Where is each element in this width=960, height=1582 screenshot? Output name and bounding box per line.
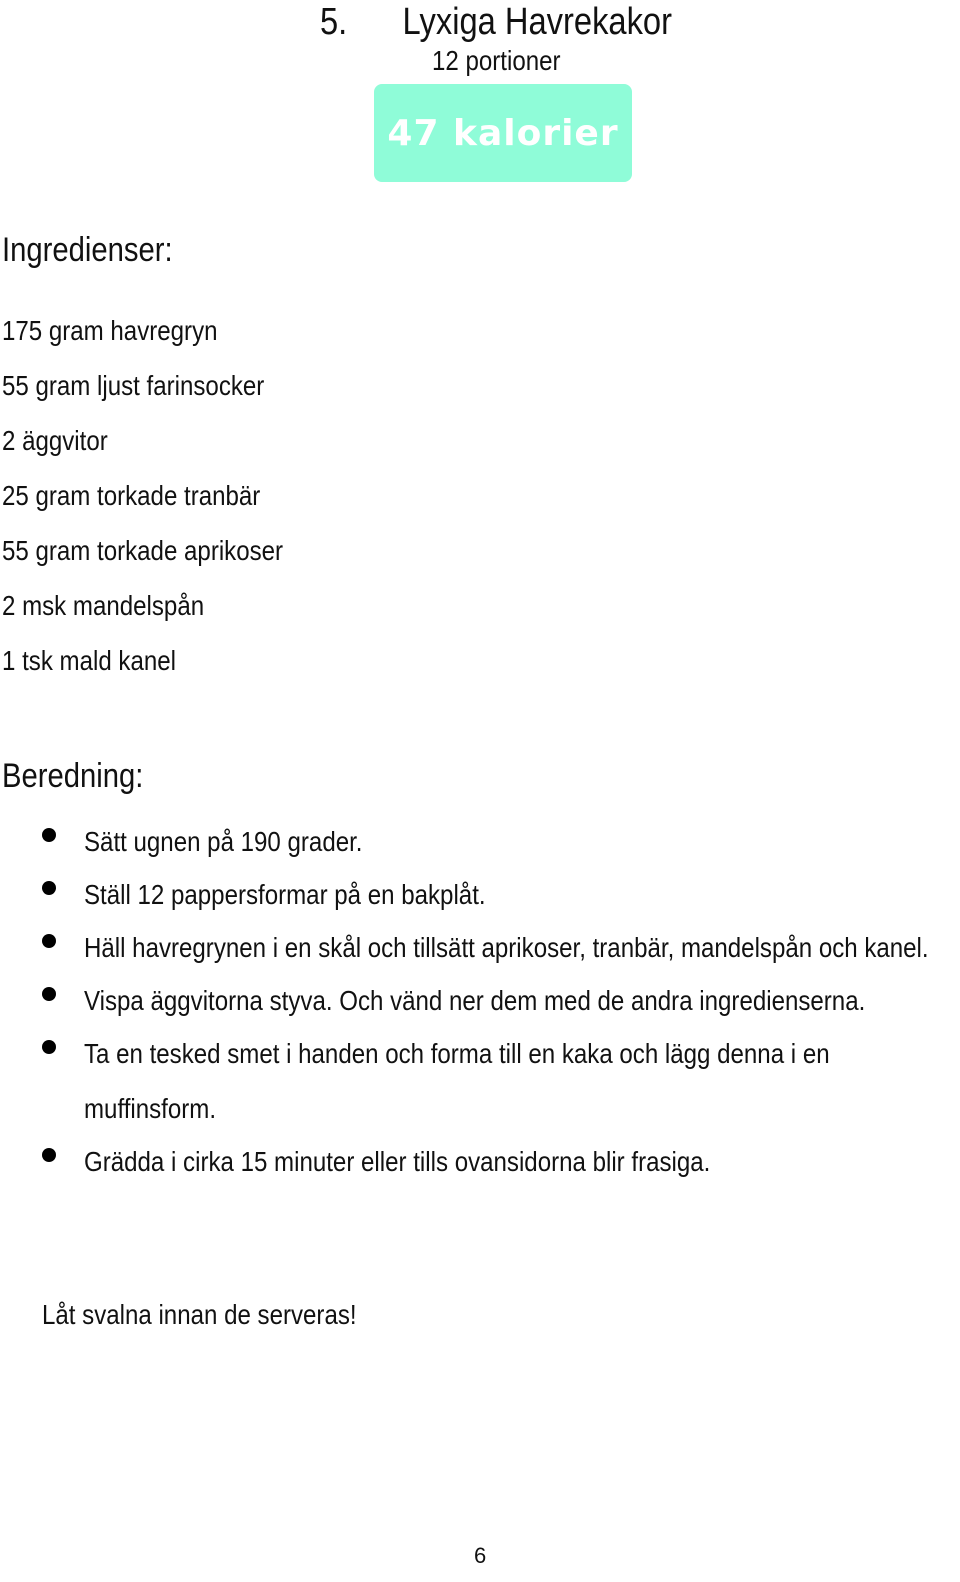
ingredient-item: 55 gram torkade aprikoser	[2, 535, 284, 566]
recipe-portions: 12 portioner	[432, 45, 561, 76]
method-step	[0, 1134, 960, 1189]
method-heading: Beredning:	[2, 757, 144, 795]
recipe-title-row	[320, 0, 672, 44]
ingredient-item: 25 gram torkade tranbär	[2, 480, 261, 511]
method-step-text: Häll havregrynen i en skål och tillsätt aprikoser, tranbär, mandelspån och kanel.	[84, 932, 929, 963]
ingredient-list	[2, 314, 329, 699]
calorie-badge	[374, 84, 632, 182]
method-step-text: Grädda i cirka 15 minuter eller tills ovansidorna blir frasiga.	[84, 1146, 711, 1177]
recipe-title: Lyxiga Havrekakor	[402, 1, 672, 43]
method-step	[0, 973, 960, 1028]
page-number: 6	[474, 1543, 487, 1568]
ingredient-item: 175 gram havregryn	[2, 315, 218, 346]
bullet-icon	[42, 1040, 56, 1054]
ingredient-item: 1 tsk mald kanel	[2, 645, 177, 676]
bullet-icon	[42, 881, 56, 895]
ingredients-heading: Ingredienser:	[2, 231, 173, 269]
closing-note: Låt svalna innan de serveras!	[42, 1299, 357, 1330]
method-step	[0, 920, 960, 975]
ingredient-item: 2 msk mandelspån	[2, 590, 205, 621]
method-step	[0, 867, 960, 922]
method-step-text: Ta en tesked smet i handen och forma till en kaka och lägg denna i en muffinsform.	[84, 1038, 830, 1124]
bullet-icon	[42, 987, 56, 1001]
bullet-icon	[42, 1148, 56, 1162]
method-step-text: Sätt ugnen på 190 grader.	[84, 826, 363, 857]
bullet-icon	[42, 934, 56, 948]
ingredient-item: 55 gram ljust farinsocker	[2, 370, 265, 401]
bullet-icon	[42, 828, 56, 842]
calorie-label: 47 kalorier	[387, 112, 619, 154]
method-step-list	[0, 824, 960, 1197]
method-step-text: Ställ 12 pappersformar på en bakplåt.	[84, 879, 486, 910]
method-step	[0, 1026, 960, 1136]
ingredient-item: 2 äggvitor	[2, 425, 108, 456]
method-step-text: Vispa äggvitorna styva. Och vänd ner dem med de andra ingredienserna.	[84, 985, 866, 1016]
method-step	[0, 814, 960, 869]
recipe-number: 5.	[320, 1, 348, 43]
